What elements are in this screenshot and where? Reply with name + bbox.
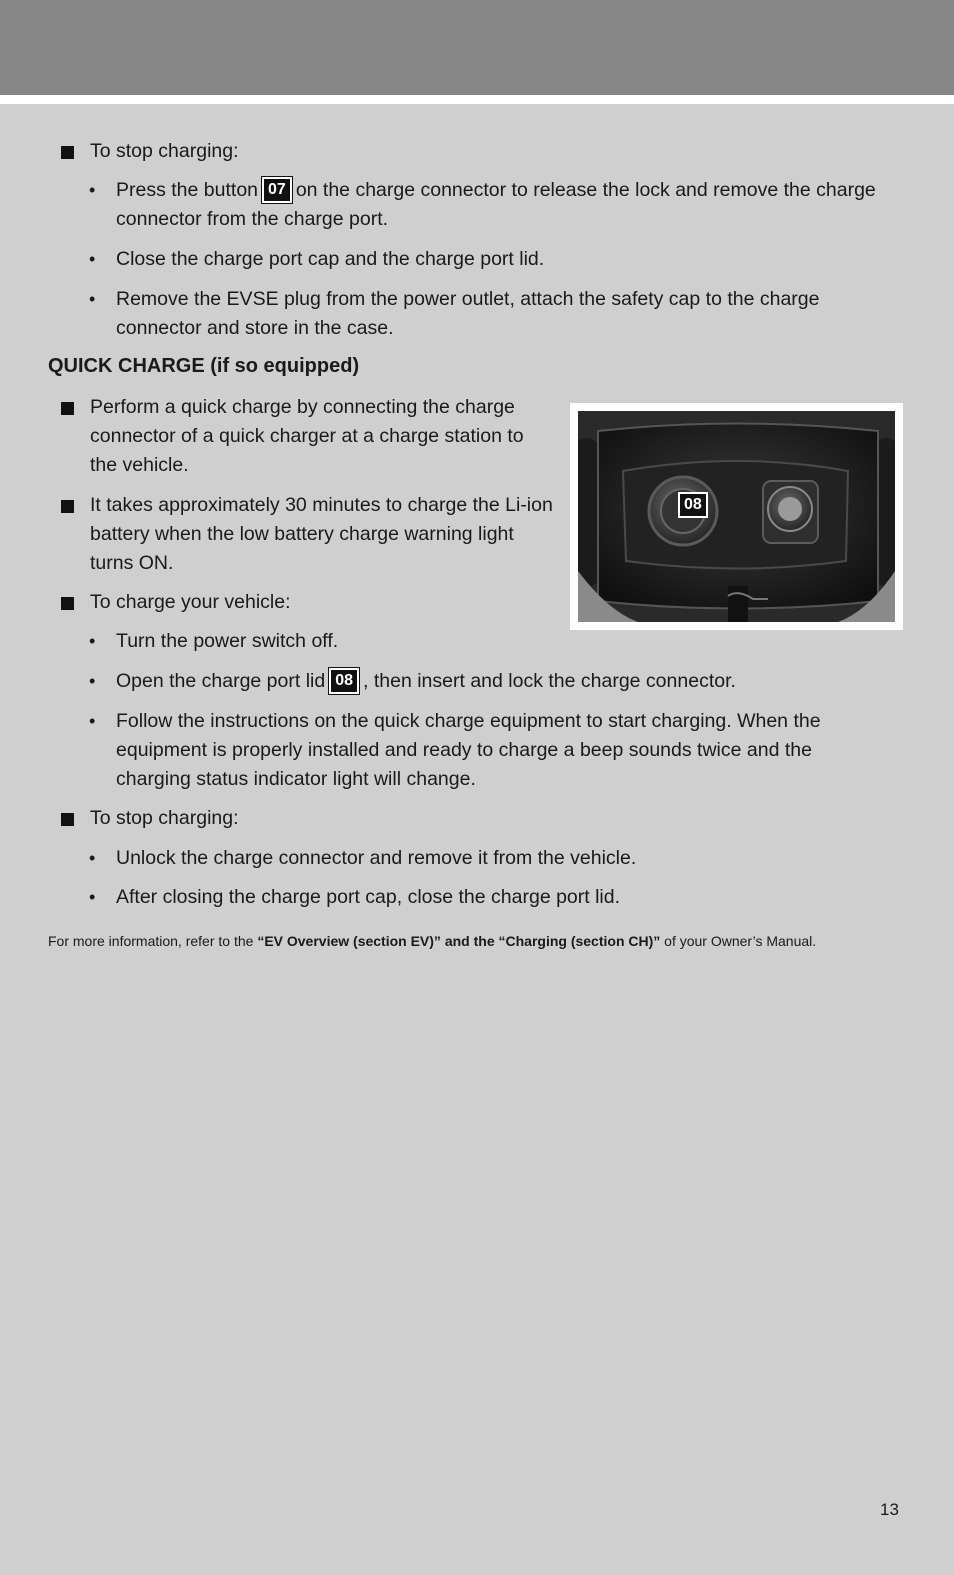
callout-tag-07: 07	[262, 177, 292, 203]
item1-line3: the vehicle.	[90, 454, 189, 476]
footnote	[48, 930, 816, 952]
quick-charge-item-4: To stop charging:	[90, 807, 239, 829]
quick-charge-item-1	[90, 393, 560, 480]
header-rule	[0, 95, 954, 104]
bullet-dot-icon: •	[89, 887, 96, 907]
square-bullet-icon	[61, 402, 74, 415]
bullet-dot-icon: •	[89, 289, 96, 309]
bullet-press-button	[116, 176, 916, 234]
square-bullet-icon	[61, 500, 74, 513]
bullet-remove-evse	[116, 285, 916, 343]
charge-port-illustration	[578, 411, 895, 622]
quick-charge-item-2	[90, 491, 560, 578]
item1-line2: connector of a quick charger at a charge station to	[90, 425, 524, 447]
bullet-open-lid-pre: Open the charge port lid	[116, 670, 326, 692]
item1-line1: Perform a quick charge by connecting the charge	[90, 396, 515, 418]
stop-charging-heading: To stop charging:	[90, 140, 239, 162]
item2-line2: battery when the low battery charge warning light	[90, 523, 514, 545]
header-band	[0, 0, 954, 95]
sub3-line2: equipment is properly installed and ready to charge a beep sounds twice and the	[116, 739, 812, 761]
bullet-dot-icon: •	[89, 180, 96, 200]
square-bullet-icon	[61, 146, 74, 159]
bullet-dot-icon: •	[89, 711, 96, 731]
footnote-bold: “EV Overview (section EV)” and the “Charging (section CH)”	[257, 933, 661, 949]
bullet-power-off: Turn the power switch off.	[116, 630, 339, 652]
item2-line3: turns ON.	[90, 552, 174, 574]
footnote-post: of your Owner’s Manual.	[660, 933, 817, 949]
bullet-open-lid-post: , then insert and lock the charge connector.	[363, 670, 736, 692]
item2-line1: It takes approximately 30 minutes to charge the Li-ion	[90, 494, 553, 516]
callout-tag-08: 08	[329, 668, 359, 694]
quick-charge-heading: QUICK CHARGE (if so equipped)	[48, 355, 360, 377]
quick-charge-item-3: To charge your vehicle:	[90, 591, 291, 613]
page-number: 13	[880, 1500, 899, 1519]
bullet-press-button-pre: Press the button	[116, 179, 259, 201]
bullet-dot-icon: •	[89, 631, 96, 651]
bullet-press-button-line2: connector from the charge port.	[116, 208, 389, 230]
bullet-close-lid: After closing the charge port cap, close the charge port lid.	[116, 886, 621, 908]
bullet-remove-evse-line2: connector and store in the case.	[116, 317, 394, 339]
figure-callout-tag-08: 08	[678, 492, 708, 518]
bullet-dot-icon: •	[89, 848, 96, 868]
sub3-line1: Follow the instructions on the quick charge equipment to start charging. When the	[116, 710, 821, 732]
bullet-dot-icon: •	[89, 671, 96, 691]
bullet-open-lid	[116, 667, 916, 696]
bullet-follow-instructions	[116, 707, 916, 794]
bullet-remove-evse-line1: Remove the EVSE plug from the power outlet, attach the safety cap to the charge	[116, 288, 820, 310]
square-bullet-icon	[61, 813, 74, 826]
bullet-press-button-post: on the charge connector to release the lock and remove the charge	[295, 179, 876, 201]
footnote-pre: For more information, refer to the	[48, 933, 258, 949]
sub3-line3: charging status indicator light will change.	[116, 768, 476, 790]
square-bullet-icon	[61, 597, 74, 610]
bullet-dot-icon: •	[89, 249, 96, 269]
bullet-unlock-connector: Unlock the charge connector and remove it from the vehicle.	[116, 847, 637, 869]
bullet-close-cap: Close the charge port cap and the charge port lid.	[116, 248, 545, 270]
charge-port-photo	[570, 403, 903, 630]
